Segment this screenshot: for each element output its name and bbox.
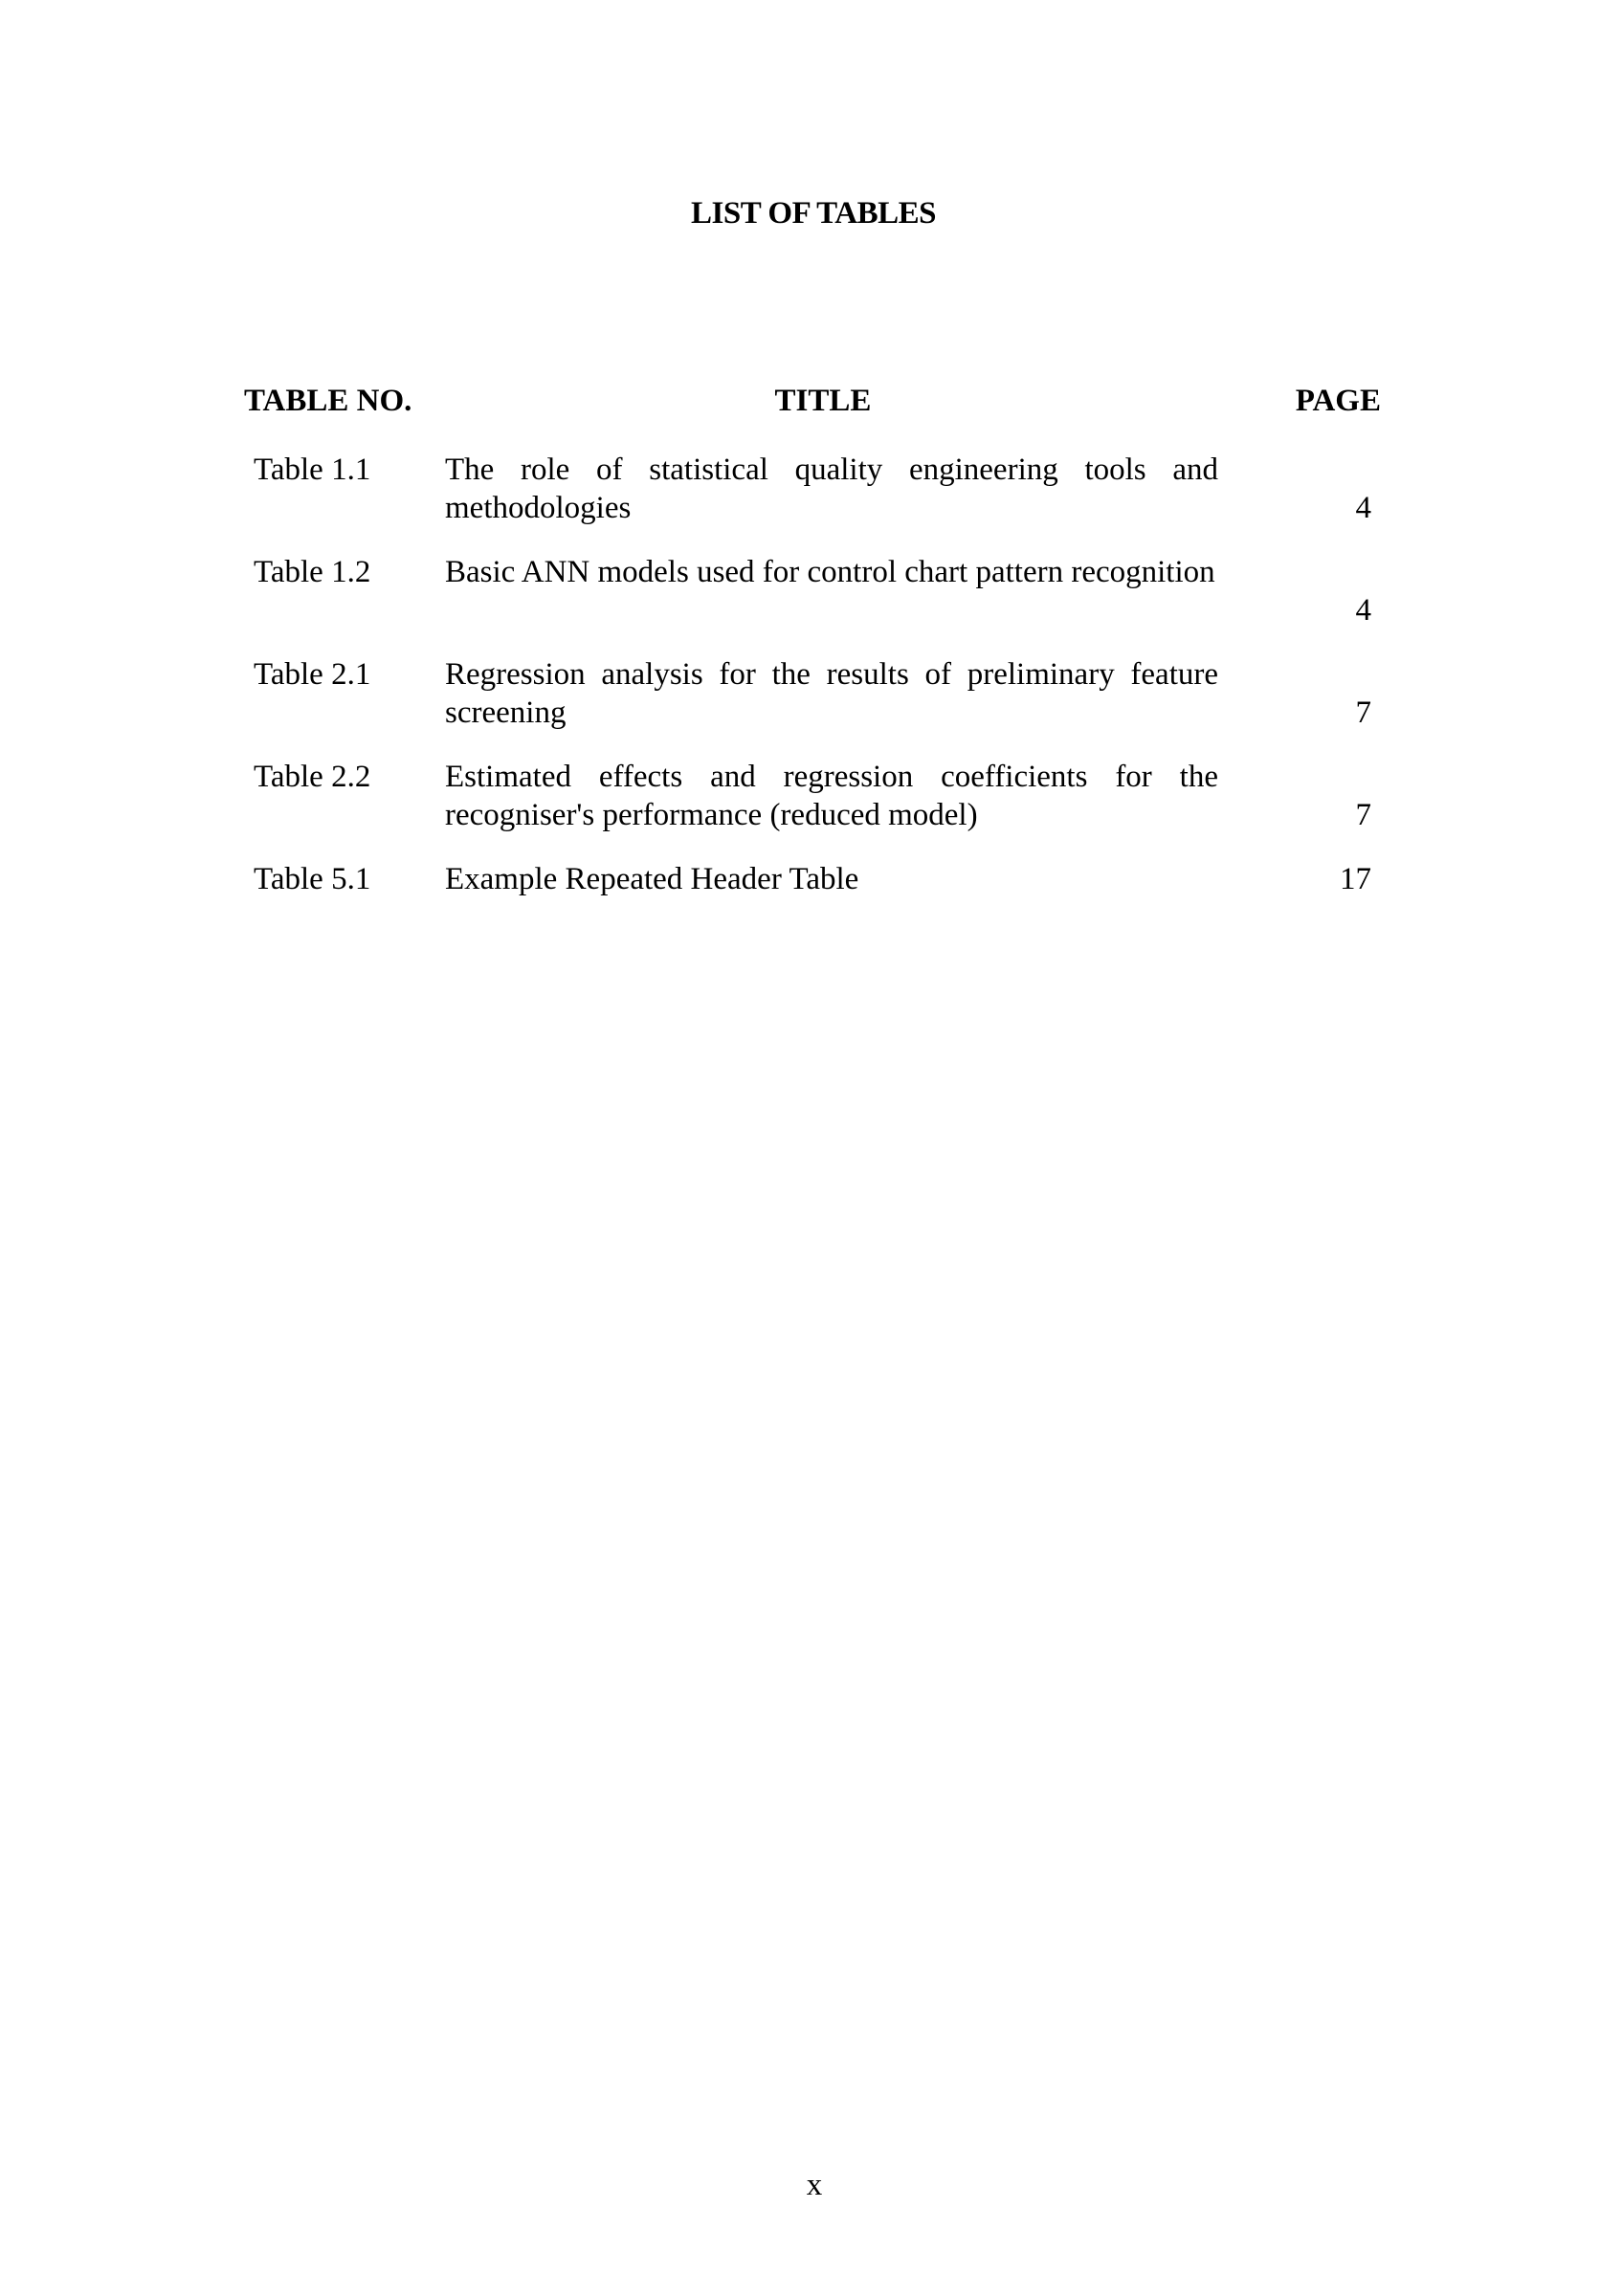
column-header-title: TITLE <box>774 384 872 418</box>
page-number: 4 <box>1355 593 1371 628</box>
table-title[interactable]: Regression analysis for the results of preliminary feature screening <box>445 657 1218 730</box>
table-title[interactable]: Estimated effects and regression coefficients for the recogniser's performance (reduced model) <box>445 760 1218 832</box>
page-title: LIST OF TABLES <box>691 196 936 231</box>
list-item-table-1-2[interactable] <box>0 553 1623 629</box>
column-header-table-no: TABLE NO. <box>244 384 412 418</box>
table-number: Table 2.2 <box>254 760 371 794</box>
table-number: Table 2.1 <box>254 657 371 692</box>
table-title[interactable]: Basic ANN models used for control chart pattern recognition <box>445 555 1215 589</box>
table-number: Table 1.2 <box>254 555 371 589</box>
column-header-page: PAGE <box>1295 384 1381 418</box>
list-item-table-5-1[interactable] <box>0 860 1623 898</box>
table-number: Table 1.1 <box>254 453 371 487</box>
page-number: 4 <box>1355 491 1371 525</box>
page-number: 17 <box>1340 862 1371 896</box>
list-item-table-2-1[interactable] <box>0 655 1623 732</box>
list-item-table-2-2[interactable] <box>0 758 1623 834</box>
table-number: Table 5.1 <box>254 862 371 896</box>
page-folio-number: x <box>806 2168 823 2202</box>
page-number: 7 <box>1355 695 1371 730</box>
table-title[interactable]: Example Repeated Header Table <box>445 862 859 896</box>
list-item-table-1-1[interactable] <box>0 451 1623 527</box>
page-number: 7 <box>1355 798 1371 832</box>
table-title[interactable]: The role of statistical quality engineering tools and methodologies <box>445 453 1218 525</box>
